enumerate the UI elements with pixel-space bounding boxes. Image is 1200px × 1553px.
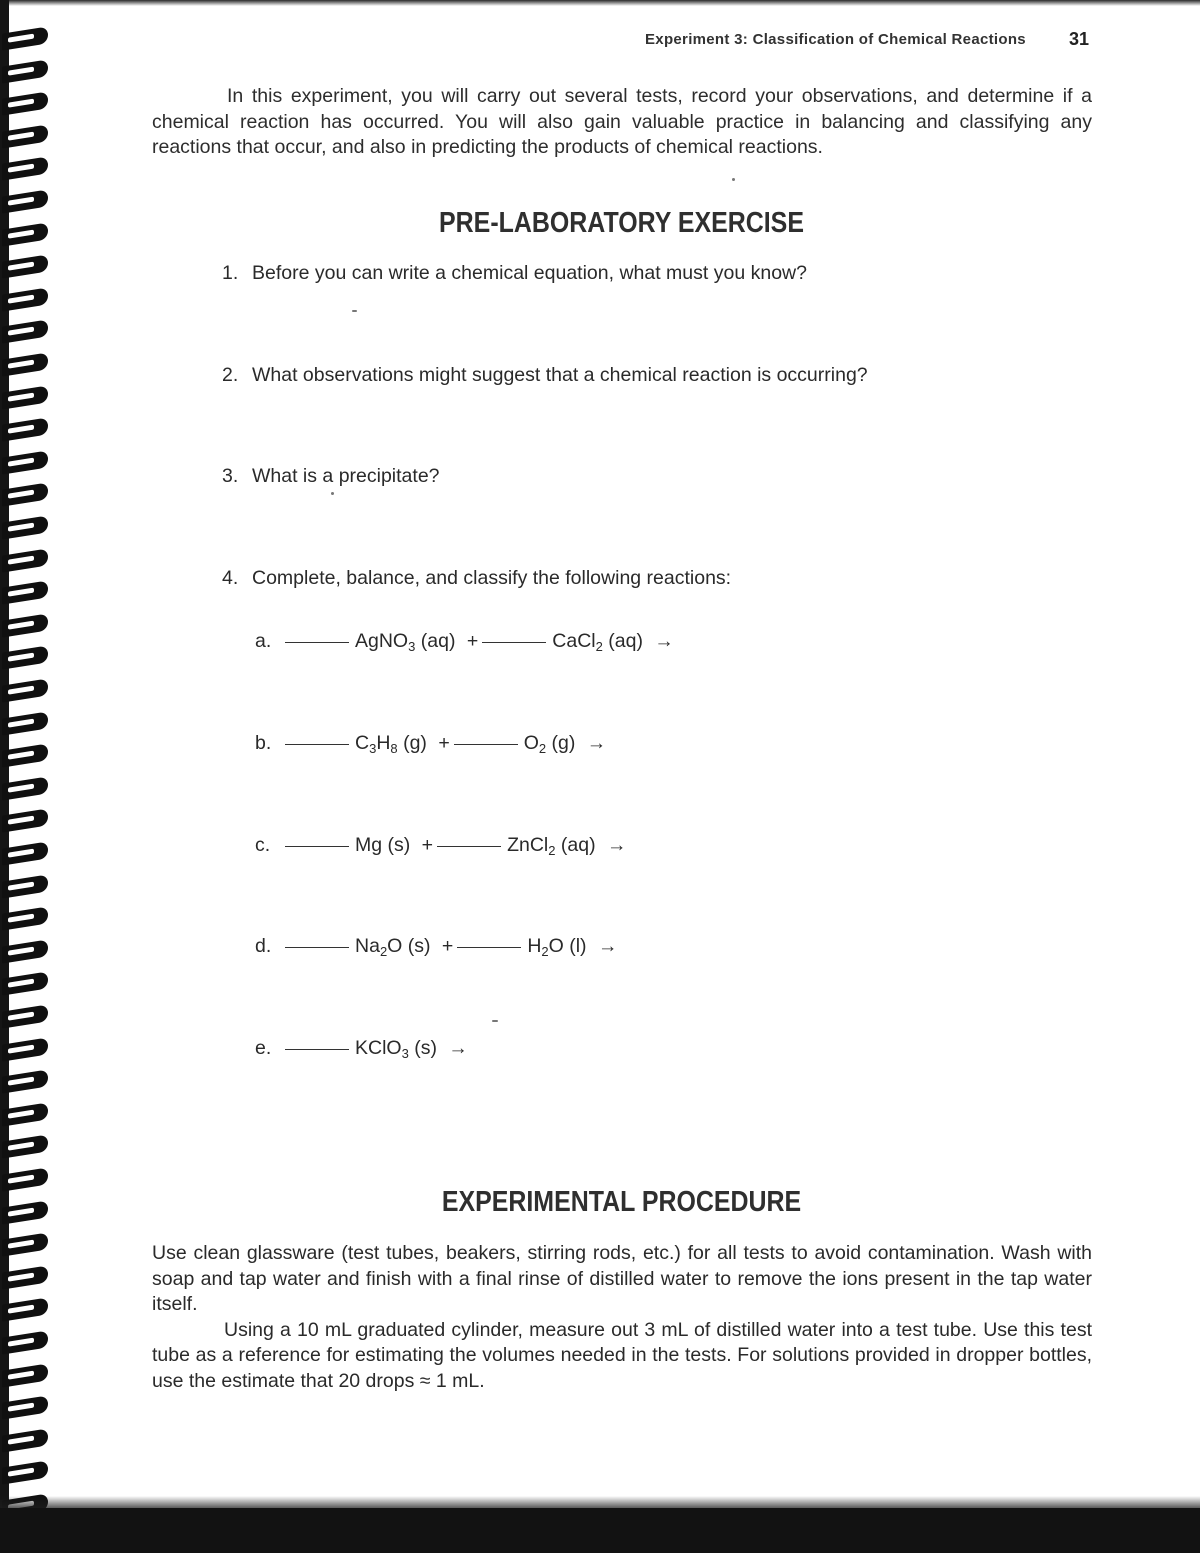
plus-sign: + (438, 732, 450, 754)
scan-speck (732, 178, 735, 181)
reactant-2: CaCl$_2$ (aq) (552, 630, 643, 654)
intro-paragraph: In this experiment, you will carry out several tests, record your observations, and determine if a chemical reaction has occurred. You will also gain valuable practice in balancing and classifying any reactions that occur, and also in predicting the products of chemical reactions. (152, 85, 1092, 158)
coefficient-blank[interactable] (454, 744, 518, 745)
plus-sign: + (466, 630, 479, 652)
reaction-letter: c. (255, 834, 271, 856)
page-top-shadow (0, 0, 1200, 6)
reaction-a (255, 630, 674, 653)
question-text: What observations might suggest that a chemical reaction is occurring? (252, 364, 868, 386)
procedure-text (152, 1241, 1092, 1394)
reaction-arrow: → (448, 1037, 468, 1059)
question-number: 4. (222, 567, 239, 589)
question-text: Complete, balance, and classify the following reactions: (252, 567, 732, 589)
question-1 (222, 262, 807, 285)
coefficient-blank[interactable] (285, 947, 349, 948)
question-3 (222, 465, 440, 488)
coefficient-blank[interactable] (285, 846, 349, 847)
reaction-d (255, 935, 617, 958)
reaction-letter: a. (255, 630, 272, 652)
coefficient-blank[interactable] (437, 846, 501, 847)
procedure-paragraph-1: Use clean glassware (test tubes, beakers, stirring rods, etc.) for all tests to avoid contamination. Wash with soap and tap water and finish with a final rinse of distilled water to remove the ions present in the tap water itself. (152, 1242, 1092, 1315)
procedure-paragraph-2: Using a 10 mL graduated cylinder, measure out 3 mL of distilled water into a test tube. Use this test tube as a reference for estimating the volumes needed in the tests. For solutions provided in dropper bottles, use the estimate that 20 drops ≈ 1 mL. (152, 1318, 1092, 1392)
plus-sign: + (421, 834, 434, 856)
reactant-1: $Na_2O$ (s) (355, 935, 431, 959)
question-text: What is a precipitate? (252, 465, 440, 487)
reaction-c (255, 834, 627, 857)
reactant-2: $O_2$ (g) (523, 732, 576, 756)
reaction-e (255, 1037, 468, 1060)
reactant-1: KClO$_3$ (s) (355, 1037, 437, 1061)
question-text: Before you can write a chemical equation, what must you know? (252, 262, 807, 284)
coefficient-blank[interactable] (285, 642, 349, 643)
reactant-2: ZnCl$_2$ (aq) (507, 834, 596, 858)
reaction-letter: e. (255, 1037, 272, 1059)
reaction-letter: d. (255, 935, 272, 957)
question-number: 1. (222, 262, 239, 284)
running-title: Experiment 3: Classification of Chemical Reactions (645, 31, 1026, 48)
reaction-b (255, 732, 606, 755)
reaction-arrow: → (654, 630, 674, 652)
spiral-binding (0, 0, 52, 1553)
scan-speck (331, 492, 334, 495)
reaction-letter: b. (255, 732, 272, 754)
scanner-bottom-edge (0, 1508, 1200, 1553)
reactant-1: AgNO$_3$ (aq) (355, 630, 456, 654)
reaction-arrow: → (586, 732, 607, 754)
page-number: 31 (1068, 29, 1089, 49)
running-header (640, 28, 1095, 54)
question-4 (222, 567, 731, 590)
reactant-2: $H_2O$ (l) (527, 935, 587, 959)
question-2 (222, 364, 868, 387)
plus-sign: + (441, 935, 454, 957)
coefficient-blank[interactable] (457, 947, 521, 948)
coefficient-blank[interactable] (285, 744, 349, 745)
question-number: 3. (222, 465, 239, 487)
scan-speck (492, 1020, 498, 1022)
coefficient-blank[interactable] (482, 642, 546, 643)
procedure-heading: EXPERIMENTAL PROCEDURE (441, 1186, 802, 1218)
coefficient-blank[interactable] (285, 1049, 349, 1050)
reactant-1: Mg (s) (355, 834, 411, 856)
reaction-arrow: → (597, 935, 618, 957)
reaction-arrow: → (607, 834, 627, 856)
reactant-1: $C_3H_8$ (g) (355, 732, 427, 756)
prelab-heading: PRE-LABORATORY EXERCISE (439, 207, 804, 239)
scan-speck (352, 310, 357, 312)
question-number: 2. (222, 364, 239, 386)
